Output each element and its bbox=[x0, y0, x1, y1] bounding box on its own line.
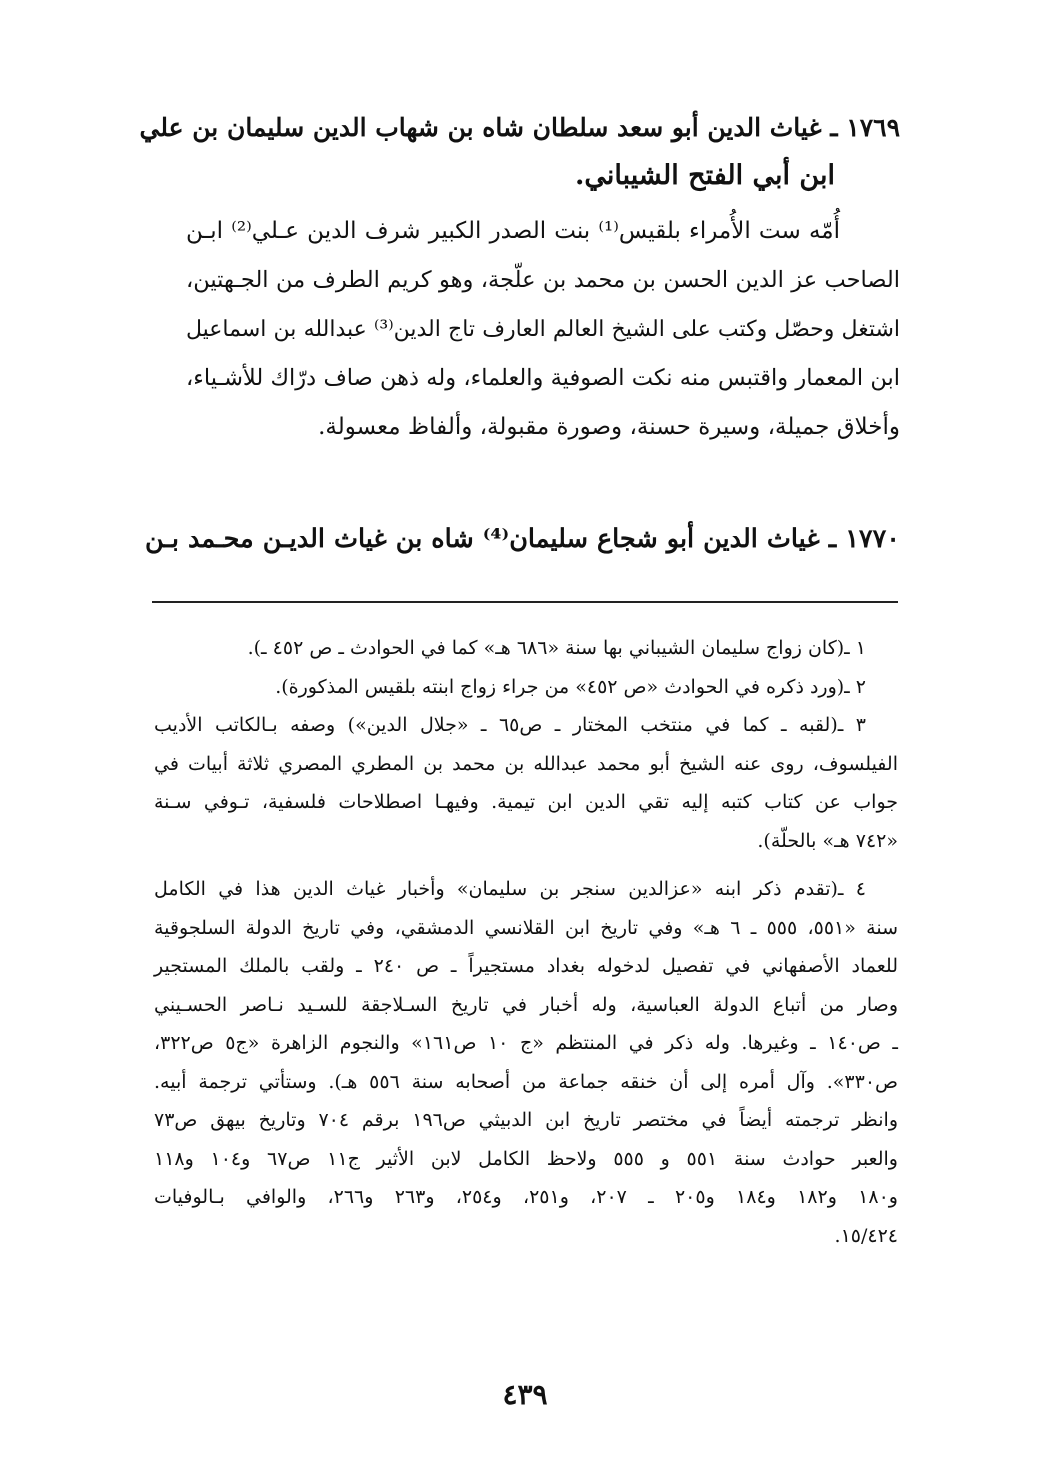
heading-line: ابن أبي الفتح الشيباني. bbox=[574, 160, 835, 191]
footnote-line: «٧٤٢ هـ» بالحلّة). bbox=[757, 829, 898, 852]
footnote-line: وانظر ترجمته أيضاً في مختصر تاريخ ابن الدبيثي ص١٩٦ برقم ٧٠٤ وتاريخ بيهق ص٧٣ bbox=[154, 1109, 899, 1131]
footnote-1: ١ ـ(كان زواج سليمان الشيباني بها سنة «٦٨٦ هـ» كما في الحوادث ـ ص ٤٥٢ ـ). bbox=[247, 637, 866, 659]
footnote-separator bbox=[152, 601, 898, 603]
footnote-line: ٣ ـ(لقبه ـ كما في منتخب المختار ـ ص٦٥ ـ «جلال الدين») وصفه بـالكاتب الأديب bbox=[154, 714, 866, 736]
entry-body-1769-cont bbox=[186, 256, 900, 452]
footnote-line: ص٣٣٠». وآل أمره إلى أن خنقه جماعة من أصحابه سنة ٥٥٦ هـ). وستأتي ترجمة أبيه. bbox=[154, 1070, 899, 1093]
footnote-line: الفيلسوف، روى عنه الشيخ أبو محمد عبدالله بن محمد بن المطري المصري ثلاثة أبيات في bbox=[154, 752, 898, 775]
heading-line: ١٧٧٠ ـ غياث الدين أبو شجاع سليمان⁽⁴⁾ شاه بن غياث الديـن محـمد بـن bbox=[145, 524, 901, 554]
entry-body-1769 bbox=[186, 207, 900, 256]
heading-line: ١٧٦٩ ـ غياث الدين أبو سعد سلطان شاه بن شهاب الدين سليمان بن علي bbox=[139, 113, 900, 142]
footnote-line: ٤ ـ(تقدم ذكر ابنه «عزالدين سنجر بن سليمان» وأخبار غياث الدين هذا في الكامل bbox=[154, 878, 866, 900]
body-line: اشتغل وحصّل وكتب على الشيخ العالم العارف تاج الدين⁽³⁾ عبدالله بن اسماعيل bbox=[186, 317, 901, 342]
body-line: الصاحب عز الدين الحسن بن محمد بن علّجة، وهو كريم الطرف من الجـهتين، bbox=[186, 267, 900, 293]
entry-heading-1770 bbox=[145, 515, 900, 563]
footnote-line: ١٥/٤٢٤. bbox=[834, 1224, 898, 1247]
footnote-line: وصار من أتباع الدولة العباسية، وله أخبار في تاريخ السـلاجقة للسـيد نـاصر الحسـيني bbox=[154, 993, 898, 1016]
footnote-line: والعبر حوادث سنة ٥٥١ و ٥٥٥ ولاحظ الكامل لابن الأثير ج١١ ص٦٧ و١٠٤ و١١٨ bbox=[154, 1147, 898, 1170]
page-number: ٤٣٩ bbox=[502, 1378, 548, 1411]
footnote-2: ٢ ـ(ورد ذكره في الحوادث «ص ٤٥٢» من جراء زواج ابنته بلقيس المذكورة). bbox=[275, 675, 866, 698]
footnotes bbox=[154, 629, 898, 1255]
footnote-line: و١٨٠ و١٨٢ و١٨٤ و٢٠٥ ـ ٢٠٧، و٢٥١، و٢٥٤، و٢٦٣ و٢٦٦، والوافي بـالوفيات bbox=[154, 1186, 898, 1208]
footnote-line: ـ ص١٤٠ ـ وغيرها. وله ذكر في المنتظم «ج ١٠ ص١٦١» والنجوم الزاهرة «ج٥ ص٣٢٢، bbox=[154, 1032, 898, 1054]
body-line: أُمّه ست الأُمراء بلقيس⁽¹⁾ بنت الصدر الكبير شرف الدين عـلي⁽²⁾ ابـن bbox=[186, 218, 841, 244]
entry-heading-1769 bbox=[140, 104, 900, 200]
body-line: ابن المعمار واقتبس منه نكت الصوفية والعلماء، وله ذهن صاف درّاك للأشـياء، bbox=[186, 365, 900, 391]
footnote-line: سنة «٥٥١، ٥٥٥ ـ ٦ هـ» وفي تاريخ ابن القلانسي الدمشقي، وفي تاريخ الدولة السلجوقية bbox=[154, 916, 898, 939]
footnote-4 bbox=[154, 870, 898, 1255]
footnote-line: جواب عن كتاب كتبه إليه تقي الدين ابن تيمية. وفيهـا اصطلاحات فلسفية، تـوفي سـنة bbox=[154, 791, 898, 813]
footnote-line: للعماد الأصفهاني في تفصيل لدخوله بغداد مستجيراً ـ ص ٢٤٠ ـ ولقب بالملك المستجير bbox=[154, 955, 898, 977]
footnote-3 bbox=[154, 706, 898, 860]
body-line: وأخلاق جميلة، وسيرة حسنة، وصورة مقبولة، وألفاظ معسولة. bbox=[318, 414, 900, 440]
